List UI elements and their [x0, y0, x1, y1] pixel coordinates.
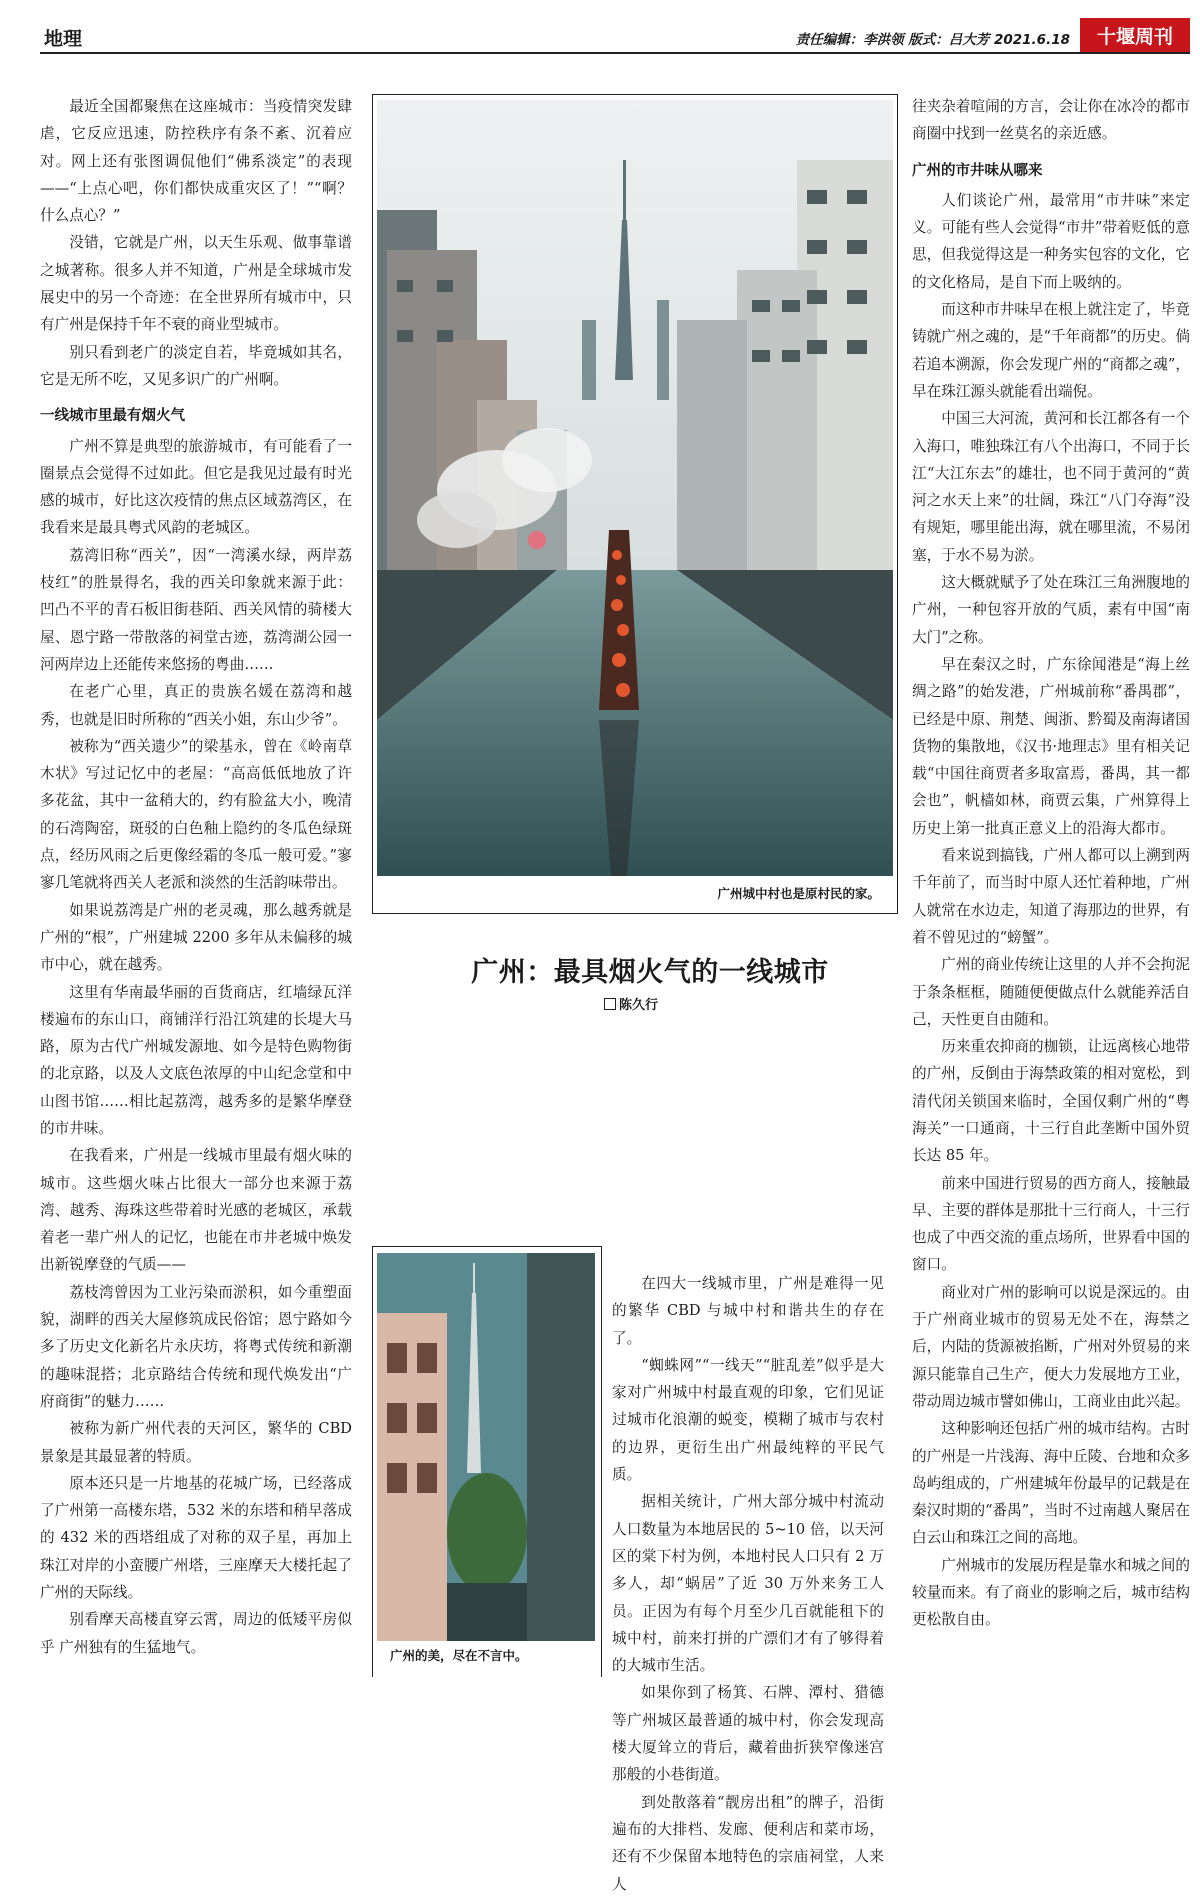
- paragraph: 而这种市井味早在根上就注定了，毕竟铸就广州之魂的，是“千年商都”的历史。倘若追本溯源，你会发现广州的“商都之魂”，早在珠江源头就能看出端倪。: [912, 301, 1190, 400]
- small-photo-street: [377, 1253, 595, 1641]
- paragraph: 没错，它就是广州，以天生乐观、做事靠谱之城著称。很多人并不知道，广州是全球城市发展史中的另一个奇迹：在全世界所有城市中，只有广州是保持千年不衰的商业型城市。: [40, 234, 352, 334]
- paragraph: “蜘蛛网”“一线天”“脏乱差”似乎是大家对广州城中村最直观的印象，它们见证过城市化浪潮的蜕变，模糊了城市与农村的边界，更衍生出广州最纯粹的平民气质。: [612, 1356, 884, 1484]
- section-heading: 广州的市井味从哪来: [912, 162, 1043, 179]
- author-name: 陈久行: [619, 998, 659, 1013]
- paragraph: 广州的商业传统让这里的人并不会拘泥于条条框框，随随便便做点什么就能养活自己，天性更自由随和。: [912, 956, 1190, 1028]
- paragraph: 荔湾旧称“西关”，因“一湾溪水绿，两岸荔枝红”的胜景得名，我的西关印象就来源于此：凹凸不平的青石板旧街巷陌、西关风情的骑楼大屋、恩宁路一带散落的祠堂古迹，荔湾湖公园一河两岸边上还能传来悠扬的粤曲……: [40, 546, 352, 673]
- paragraph: 在老广心里，真正的贵族名媛在荔湾和越秀，也就是旧时所称的“西关小姐，东山少爷”。: [40, 683, 352, 728]
- paragraph: 别只看到老广的淡定自若，毕竟城如其名，它是无所不吃，又见多识广的广州啊。: [40, 343, 352, 388]
- paragraph: 被称为“西关遗少”的梁基永，曾在《岭南草木状》写过记忆中的老屋：“高高低低地放了许多花盆，其中一盆稍大的，约有脸盆大小，晚清的石湾陶窑，斑驳的白色釉上隐约的冬瓜色绿斑点，经历风雨之后更像经霜的冬瓜一般可爱。”寥寥几笔就将西关人老派和淡然的生活韵味带出。: [40, 737, 352, 892]
- paragraph: 最近全国都聚焦在这座城市：当疫情突发肆虐，它反应迅速，防控秩序有条不紊、沉着应对。网上还有张图调侃他们“佛系淡定”的表现——“上点心吧，你们都快成重灾区了！”“啊？什么点心？”: [40, 98, 352, 225]
- newspaper-masthead: 十堰周刊: [1080, 18, 1190, 52]
- paragraph: 荔枝湾曾因为工业污染而淤积，如今重塑面貌，湖畔的西关大屋修筑成民俗馆；恩宁路如今多了历史文化新名片永庆坊，将粤式传统和新潮的趣味混搭；北京路结合传统和现代焕发出“广府商街”的魅力……: [40, 1283, 352, 1410]
- byline-box-icon: [604, 998, 616, 1010]
- paragraph: 早在秦汉之时，广东徐闻港是“海上丝绸之路”的始发港，广州城前称“番禺郡”，已经是中原、荆楚、闽浙、黔蜀及南海诸国货物的集散地，《汉书·地理志》里有相关记载“中国往商贾者多取富焉，番禺，其一都会也”，帆樯如林，商贾云集，广州算得上历史上第一批真正意义上的沿海大都市。: [912, 655, 1190, 837]
- paragraph: 广州城市的发展历程是靠水和城之间的较量而来。有了商业的影响之后，城市结构更松散自由。: [912, 1556, 1190, 1629]
- paragraph: 到处散落着“靓房出租”的牌子，沿街遍布的大排档、发廊、便利店和菜市场，还有不少保留本地特色的宗庙祠堂，人来人: [612, 1793, 884, 1893]
- article-byline: [604, 994, 658, 1013]
- paragraph: 如果你到了杨箕、石牌、潭村、猎德等广州城区最普通的城中村，你会发现高楼大厦耸立的背后，藏着曲折狭窄像迷宫那般的小巷街道。: [612, 1684, 884, 1784]
- paragraph: 前来中国进行贸易的西方商人，接触最早、主要的群体是那批十三行商人，十三行也成了中西交流的重点场所，世界看中国的窗口。: [912, 1174, 1190, 1274]
- paragraph: 历来重农抑商的枷锁，让远离核心地带的广州，反倒由于海禁政策的相对宽松，到清代闭关锁国来临时，全国仅剩广州的“粤海关”一口通商，十三行自此垄断中国外贸长达 85 年。: [912, 1038, 1190, 1165]
- paragraph: 商业对广州的影响可以说是深远的。由于广州商业城市的贸易无处不在，海禁之后，内陆的货源被掐断，广州对外贸易的来源只能靠自己生产，便大力发展地方工业，带动周边城市譬如佛山，工商业由此兴起。: [912, 1283, 1190, 1410]
- article-column-4: [912, 93, 1190, 1673]
- paragraph: 被称为新广州代表的天河区，繁华的 CBD 景象是其最显著的特质。: [40, 1420, 352, 1465]
- editor-info: 责任编辑：李洪领 版式：吕大芳 2021.6.18: [795, 32, 1070, 48]
- paragraph: 中国三大河流，黄河和长江都各有一个入海口，唯独珠江有八个出海口，不同于长江“大江东去”的雄壮，也不同于黄河的“黄河之水天上来”的壮阔，珠江“八门夺海”没有规矩，哪里能出海，就在哪里流，不易闭塞，于水不易为淤。: [912, 410, 1190, 564]
- paragraph: 如果说荔湾是广州的老灵魂，那么越秀就是广州的“根”，广州建城 2200 多年从未偏移的城市中心，就在越秀。: [40, 901, 352, 974]
- paragraph: 往夹杂着喧闹的方言，会让你在冰冷的都市商圈中找到一丝莫名的亲近感。: [912, 98, 1190, 143]
- paragraph: 看来说到搞钱，广州人都可以上溯到两千年前了，而当时中原人还忙着种地，广州人就常在水边走，知道了海那边的世界，有着不曾见过的“螃蟹”。: [912, 847, 1190, 946]
- paragraph: 据相关统计，广州大部分城中村流动人口数量为本地居民的 5~10 倍，以天河区的棠下村为例，本地村民人口只有 2 万多人，却“蜗居”了近 30 万外来务工人员。正因为有每个月至少几百就能租下的城中村，前来打拼的广漂们才有了够得着的大城市生活。: [612, 1493, 884, 1675]
- section-label: 地理: [44, 28, 83, 50]
- paragraph: 别看摩天高楼直穿云霄，周边的低矮平房似乎 广州独有的生猛地气。: [40, 1611, 352, 1656]
- paragraph: 广州不算是典型的旅游城市，有可能看了一圈景点会觉得不过如此。但它是我见过最有时光感的城市，好比这次疫情的焦点区域荔湾区，在我看来是最具粤式风韵的老城区。: [40, 437, 352, 537]
- paragraph: 人们谈论广州，最常用“市井味”来定义。可能有些人会觉得“市井”带着贬低的意思，但我觉得这是一种务实包容的文化，它的文化格局，是自下而上吸纳的。: [912, 191, 1190, 291]
- paragraph: 这种影响还包括广州的城市结构。古时的广州是一片浅海、海中丘陵、台地和众多岛屿组成的，广州建城年份最早的记载是在秦汉时期的“番禺”，当时不过南越人聚居在白云山和珠江之间的高地。: [912, 1420, 1190, 1547]
- paragraph: 这大概就赋予了处在珠江三角洲腹地的广州，一种包容开放的气质，素有中国“南大门”之称。: [912, 574, 1190, 646]
- canton-tower-street-illustration: [377, 1253, 595, 1641]
- dragon-boat-canal-illustration: [377, 100, 893, 876]
- header-rule: [40, 52, 1190, 54]
- page-header: [40, 18, 1190, 52]
- paragraph: 这里有华南最华丽的百货商店，红墙绿瓦洋楼遍布的东山口，商铺洋行沿江筑建的长堤大马路，原为古代广州城发源地、如今是特色购物街的北京路，以及人文底色浓厚的中山纪念堂和中山图书馆……相比起荔湾，越秀多的是繁华摩登的市井味。: [40, 983, 352, 1137]
- section-heading: 一线城市里最有烟火气: [40, 408, 185, 425]
- article-column-1: [40, 93, 352, 1673]
- small-photo-caption: 广州的美，尽在不言中。: [390, 1648, 528, 1663]
- article-column-3: [612, 1270, 884, 1893]
- paragraph: 在四大一线城市里，广州是难得一见的繁华 CBD 与城中村和谐共生的存在了。: [612, 1275, 884, 1347]
- main-photo-dragon-boat: [377, 100, 893, 876]
- main-photo-caption: 广州城中村也是原村民的家。: [717, 886, 880, 901]
- article-title: 广州：最具烟火气的一线城市: [471, 957, 829, 988]
- paragraph: 在我看来，广州是一线城市里最有烟火味的城市。这些烟火味占比很大一部分也来源于荔湾、越秀、海珠这些带着时光感的老城区，承载着老一辈广州人的记忆，也能在市井老城中焕发出新锐摩登的气质——: [40, 1147, 352, 1274]
- paragraph: 原本还只是一片地基的花城广场，已经落成了广州第一高楼东塔，532 米的东塔和稍早落成的 432 米的西塔组成了对称的双子星，再加上珠江对岸的小蛮腰广州塔，三座摩天大楼托起了广州的天际线。: [40, 1474, 352, 1602]
